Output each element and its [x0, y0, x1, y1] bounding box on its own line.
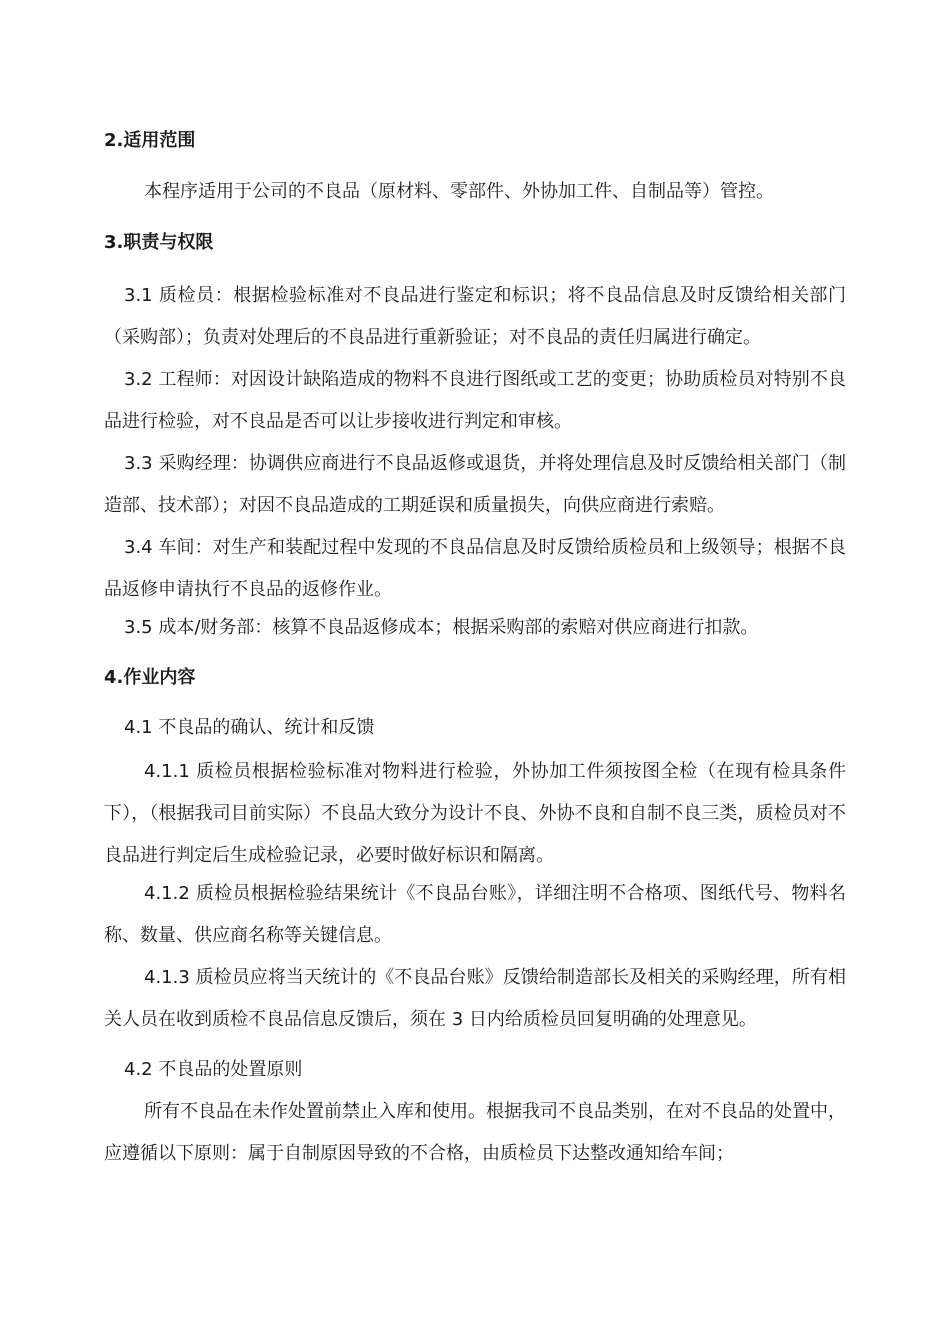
responsibility-qc: 3.1 质检员：根据检验标准对不良品进行鉴定和标识；将不良品信息及时反馈给相关部门（采购部）；负责对处理后的不良品进行重新验证；对不良品的责任归属进行确定。 — [104, 285, 846, 348]
clause-4-1-2: 4.1.2 质检员根据检验结果统计《不良品台账》，详细注明不合格项、图纸代号、物料名称、数量、供应商名称等关键信息。 — [104, 883, 846, 946]
responsibility-workshop: 3.4 车间：对生产和装配过程中发现的不良品信息及时反馈给质检员和上级领导；根据不良品返修申请执行不良品的返修作业。 — [104, 537, 846, 600]
clause-4-1-1: 4.1.1 质检员根据检验标准对物料进行检验，外协加工件须按图全检（在现有检具条件下），（根据我司目前实际）不良品大致分为设计不良、外协不良和自制不良三类，质检员对不良品进行判定后生成检验记录，必要时做好标识和隔离。 — [104, 761, 846, 866]
section-heading-operations: 4.作业内容 — [104, 667, 196, 688]
responsibility-finance: 3.5 成本/财务部：核算不良品返修成本；根据采购部的索赔对供应商进行扣款。 — [124, 617, 759, 638]
section-heading-scope: 2.适用范围 — [104, 130, 196, 151]
responsibility-purchasing: 3.3 采购经理：协调供应商进行不良品返修或退货，并将处理信息及时反馈给相关部门（制造部、技术部）；对因不良品造成的工期延误和质量损失，向供应商进行索赔。 — [104, 453, 846, 516]
clause-4-2-body: 所有不良品在未作处置前禁止入库和使用。根据我司不良品类别，在对不良品的处置中，应遵循以下原则：属于自制原因导致的不合格，由质检员下达整改通知给车间； — [104, 1101, 846, 1164]
clause-4-1-3: 4.1.3 质检员应将当天统计的《不良品台账》反馈给制造部长及相关的采购经理，所有相关人员在收到质检不良品信息反馈后，须在 3 日内给质检员回复明确的处理意见。 — [104, 967, 846, 1030]
subsection-4-1-title: 4.1 不良品的确认、统计和反馈 — [124, 717, 375, 738]
section-heading-responsibilities: 3.职责与权限 — [104, 232, 214, 253]
scope-paragraph: 本程序适用于公司的不良品（原材料、零部件、外协加工件、自制品等）管控。 — [144, 181, 774, 202]
responsibility-engineer: 3.2 工程师：对因设计缺陷造成的物料不良进行图纸或工艺的变更；协助质检员对特别不良品进行检验，对不良品是否可以让步接收进行判定和审核。 — [104, 369, 846, 432]
subsection-4-2-title: 4.2 不良品的处置原则 — [124, 1059, 303, 1080]
